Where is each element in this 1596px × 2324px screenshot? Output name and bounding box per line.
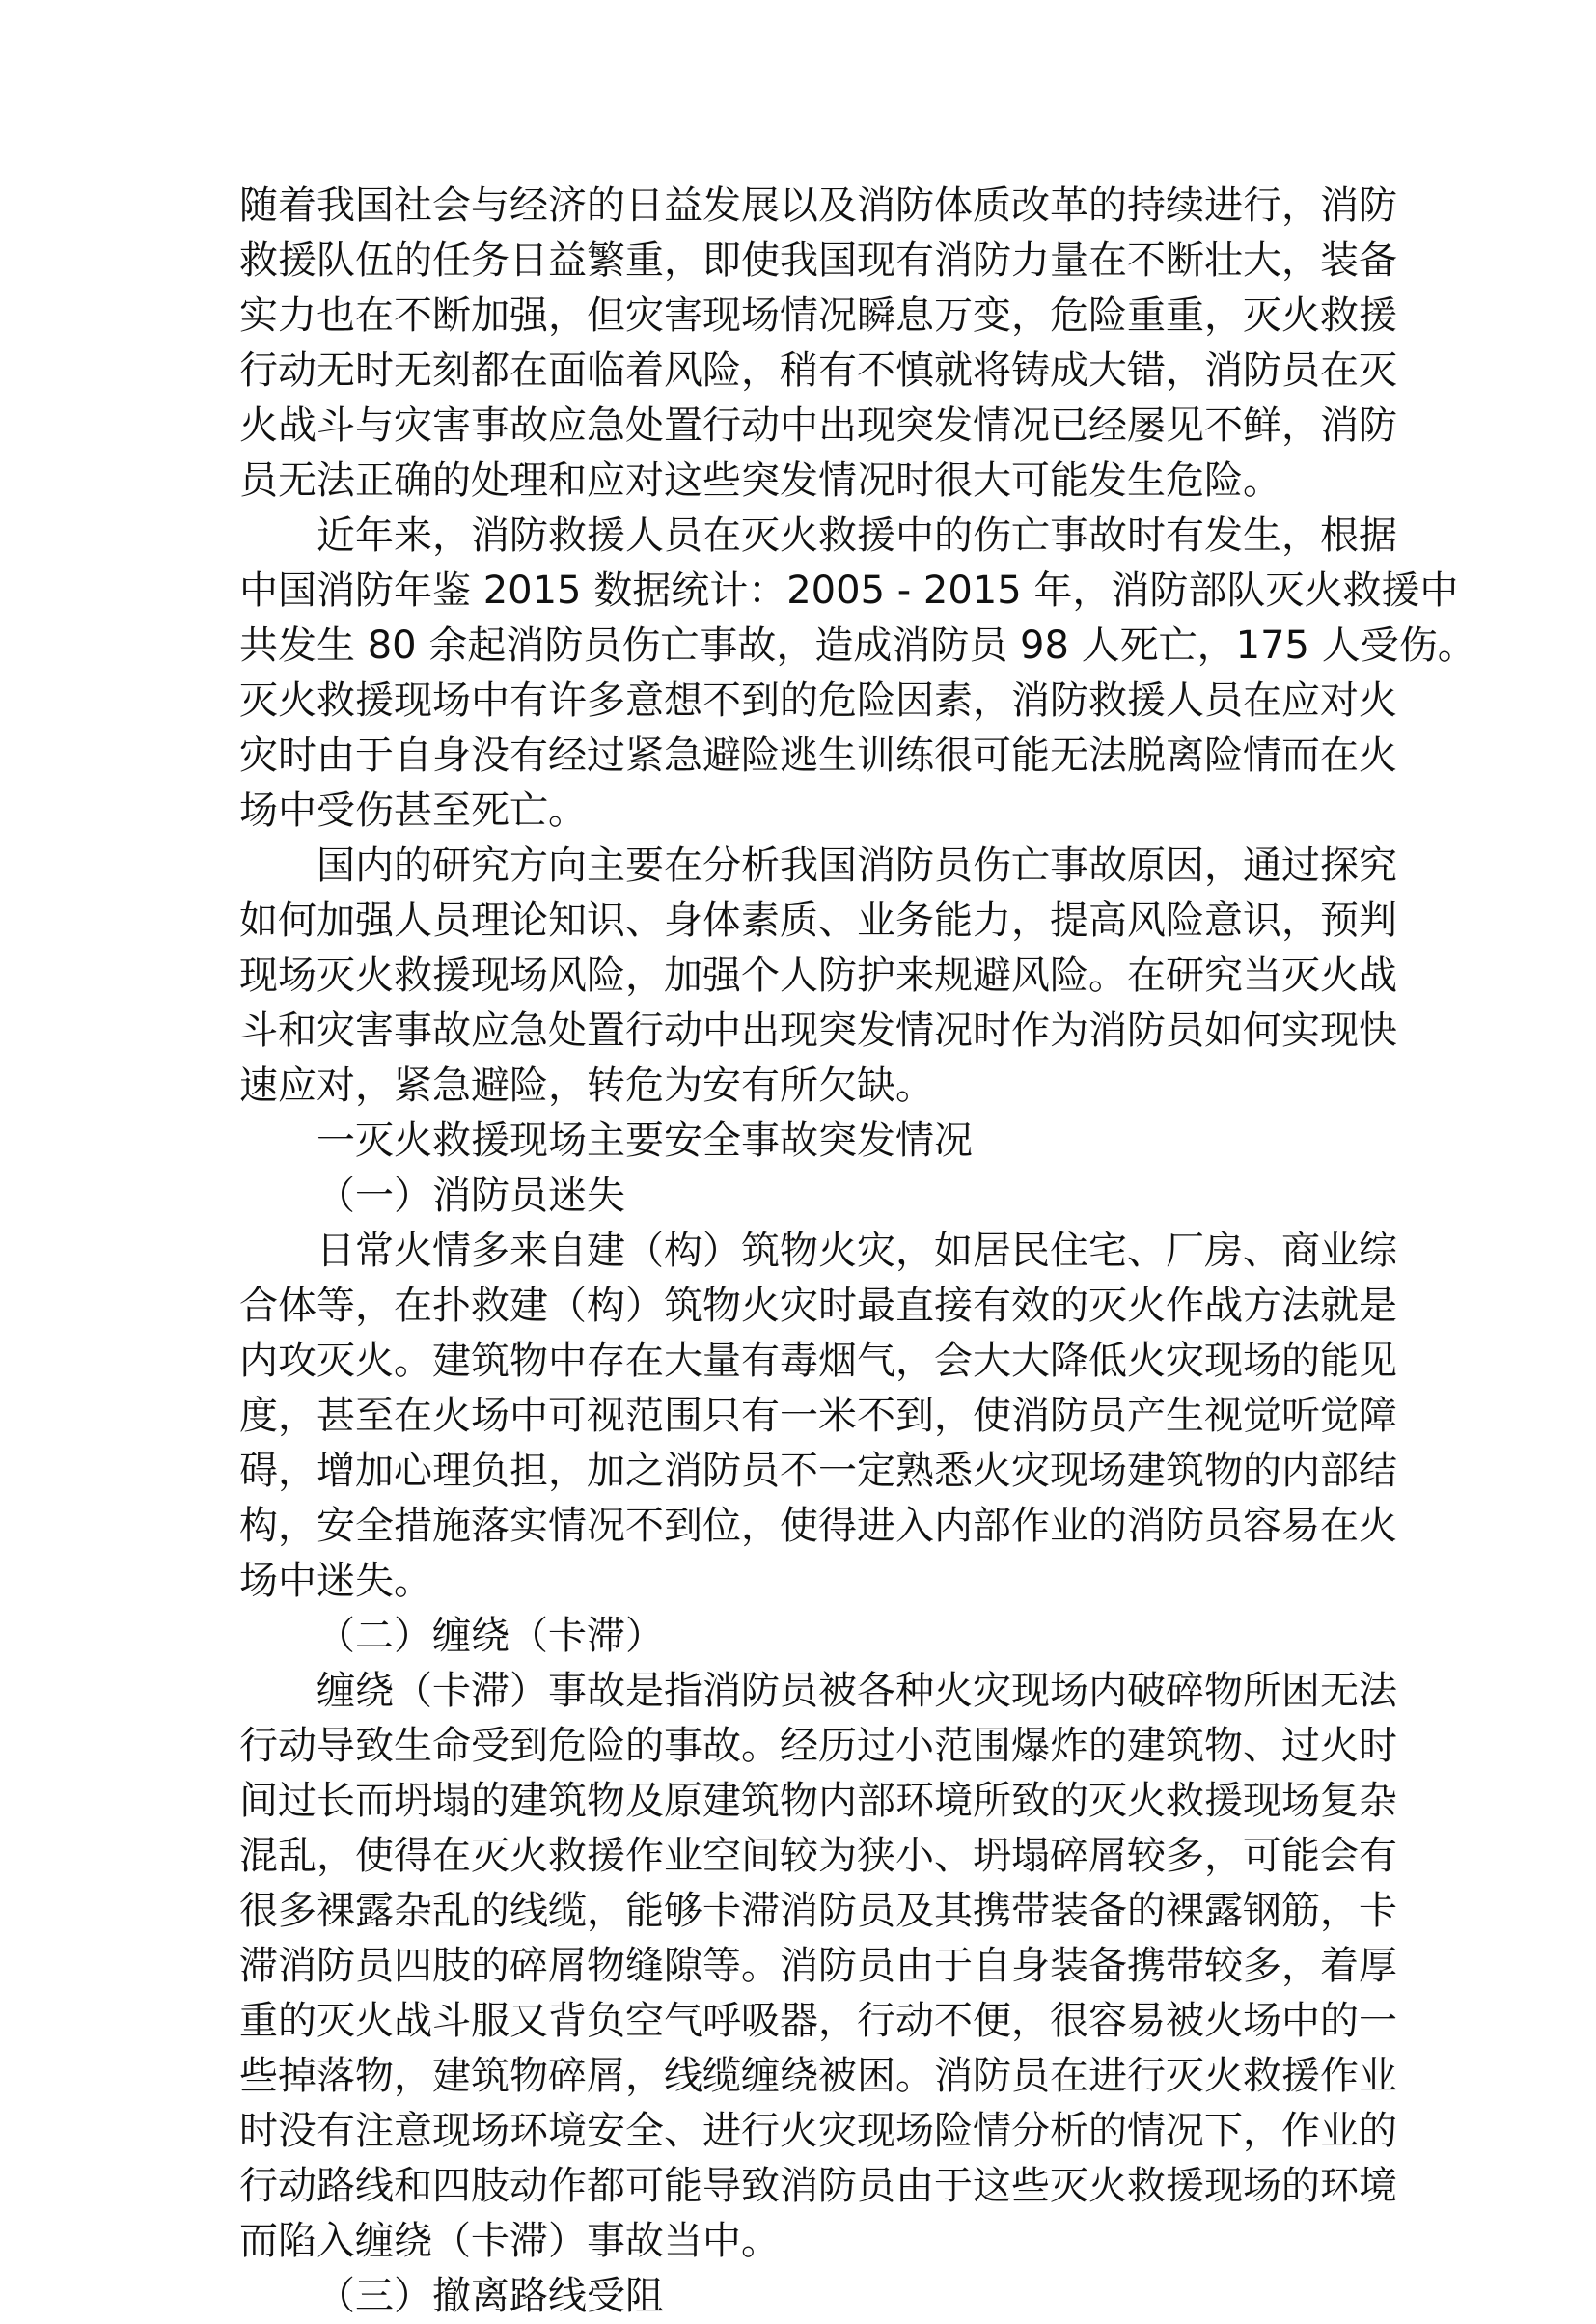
paragraph [239,179,1397,509]
heading-text: 一灭火救援现场主要安全事故突发情况 [316,1119,973,1163]
text-line: 重的灭火战斗服又背负空气呼吸器，行动不便，很容易被火场中的一 [239,1999,1397,2043]
text-line: 火战斗与灾害事故应急处置行动中出现突发情况已经屡见不鲜，消防 [239,403,1397,448]
section-heading [239,1114,1349,1169]
text-line: 随着我国社会与经济的日益发展以及消防体质改革的持续进行，消防 [239,183,1397,228]
text-line: 日常火情多来自建（构）筑物火灾，如居民住宅、厂房、商业综 [316,1229,1397,1273]
paragraph [239,509,1476,839]
text-line: 间过长而坍塌的建筑物及原建筑物内部环境所致的灭火救援现场复杂 [239,1779,1397,1823]
text-line: 度，甚至在火场中可视范围只有一米不到，使消防员产生视觉听觉障 [239,1394,1397,1438]
paragraph [239,839,1397,1114]
text-line: 如何加强人员理论知识、身体素质、业务能力，提高风险意识，预判 [239,899,1397,943]
text-line: 共发生 80 余起消防员伤亡事故，造成消防员 98 人死亡，175 人受伤。 [239,623,1476,668]
text-line: 场中受伤甚至死亡。 [239,788,587,833]
text-line: 碍，增加心理负担，加之消防员不一定熟悉火灾现场建筑物的内部结 [239,1449,1397,1493]
text-line: 些掉落物，建筑物碎屑，线缆缠绕被困。消防员在进行灭火救援作业 [239,2054,1397,2098]
text-line: 斗和灾害事故应急处置行动中出现突发情况时作为消防员如何实现快 [239,1009,1397,1053]
paragraph [239,1224,1397,1609]
section-heading [239,2269,1349,2324]
text-line: 场中迷失。 [239,1559,432,1603]
text-line: 混乱，使得在灭火救援作业空间较为狭小、坍塌碎屑较多，可能会有 [239,1834,1397,1878]
text-line: 近年来，消防救援人员在灭火救援中的伤亡事故时有发生，根据 [316,513,1397,558]
text-line: 实力也在不断加强，但灾害现场情况瞬息万变，危险重重，灭火救援 [239,293,1397,338]
heading-text: （一）消防员迷失 [316,1174,625,1218]
text-line: 中国消防年鉴 2015 数据统计：2005 - 2015 年，消防部队灭火救援中 [239,568,1459,613]
text-line: 救援队伍的任务日益繁重，即使我国现有消防力量在不断壮大，装备 [239,238,1397,283]
text-line: 行动导致生命受到危险的事故。经历过小范围爆炸的建筑物、过火时 [239,1724,1397,1768]
section-heading [239,1609,1349,1664]
heading-text: （二）缠绕（卡滞） [316,1614,664,1658]
text-line: 构，安全措施落实情况不到位，使得进入内部作业的消防员容易在火 [239,1504,1397,1548]
text-line: 行动路线和四肢动作都可能导致消防员由于这些灭火救援现场的环境 [239,2164,1397,2208]
heading-text: （三）撤离路线受阻 [316,2274,664,2318]
text-line: 员无法正确的处理和应对这些突发情况时很大可能发生危险。 [239,458,1281,503]
text-line: 缠绕（卡滞）事故是指消防员被各种火灾现场内破碎物所困无法 [316,1669,1397,1713]
text-line: 速应对，紧急避险，转危为安有所欠缺。 [239,1064,934,1108]
text-line: 合体等，在扑救建（构）筑物火灾时最直接有效的灭火作战方法就是 [239,1284,1397,1328]
text-line: 灭火救援现场中有许多意想不到的危险因素，消防救援人员在应对火 [239,678,1397,723]
text-line: 很多裸露杂乱的线缆，能够卡滞消防员及其携带装备的裸露钢筋，卡 [239,1889,1397,1933]
text-line: 而陷入缠绕（卡滞）事故当中。 [239,2219,780,2263]
text-line: 时没有注意现场环境安全、进行火灾现场险情分析的情况下，作业的 [239,2109,1397,2153]
text-line: 内攻灭火。建筑物中存在大量有毒烟气，会大大降低火灾现场的能见 [239,1339,1397,1383]
text-line: 滞消防员四肢的碎屑物缝隙等。消防员由于自身装备携带较多，着厚 [239,1944,1397,1988]
text-line: 灾时由于自身没有经过紧急避险逃生训练很可能无法脱离险情而在火 [239,733,1397,778]
paragraph [239,1664,1397,2269]
document-body [239,179,1476,2324]
text-line: 国内的研究方向主要在分析我国消防员伤亡事故原因，通过探究 [316,844,1397,888]
section-heading [239,1169,1349,1224]
text-line: 现场灭火救援现场风险，加强个人防护来规避风险。在研究当灭火战 [239,954,1397,998]
text-line: 行动无时无刻都在面临着风险，稍有不慎就将铸成大错，消防员在灭 [239,348,1397,393]
